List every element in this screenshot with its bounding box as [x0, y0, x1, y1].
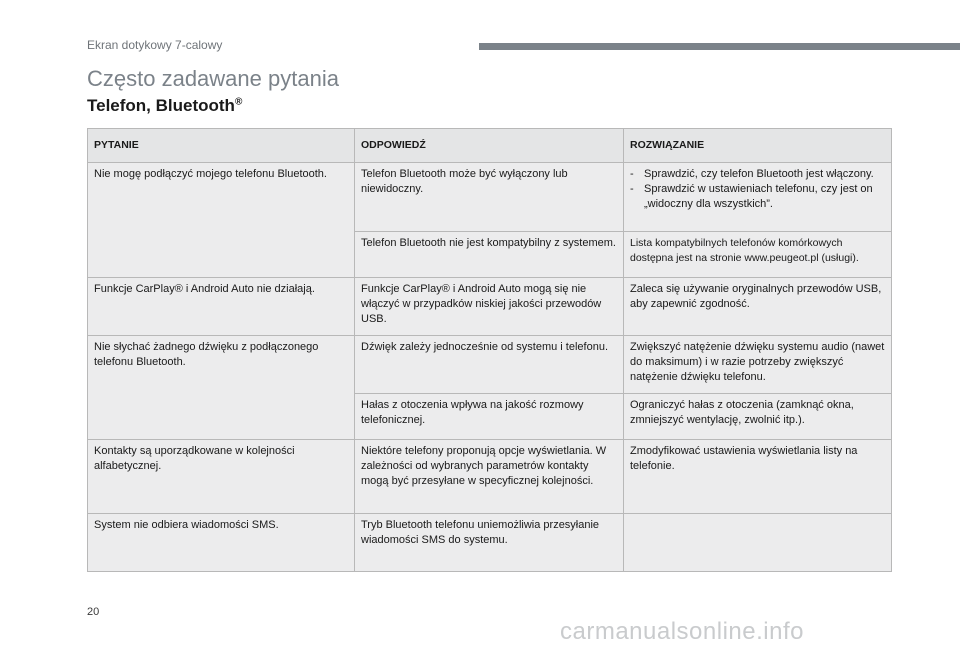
table-row	[88, 440, 892, 514]
question-cell: Nie słychać żadnego dźwięku z podłączonego telefonu Bluetooth.	[88, 336, 355, 440]
column-header-answer: ODPOWIEDŹ	[355, 129, 624, 163]
answer-cell: Funkcje CarPlay® i Android Auto mogą się nie włączyć w przypadków niskiej jakości przewodów USB.	[355, 278, 624, 336]
page-title: Często zadawane pytania	[87, 66, 339, 91]
answer-cell: Niektóre telefony proponują opcje wyświetlania. W zależności od wybranych parametrów kontakty mogą być przesyłane w specyficznej kolejności.	[355, 440, 624, 514]
table-row	[88, 336, 892, 394]
solution-item: - Sprawdzić, czy telefon Bluetooth jest włączony.	[630, 167, 885, 182]
solution-list	[630, 167, 885, 212]
answer-cell: Hałas z otoczenia wpływa na jakość rozmowy telefonicznej.	[355, 394, 624, 440]
question-cell: Funkcje CarPlay® i Android Auto nie działają.	[88, 278, 355, 336]
column-header-question: PYTANIE	[88, 129, 355, 163]
column-header-solution: ROZWIĄZANIE	[624, 129, 892, 163]
table-row	[88, 163, 892, 232]
solution-cell	[624, 163, 892, 232]
header-bar	[479, 43, 960, 50]
watermark: carmanualsonline.info	[560, 618, 804, 645]
solution-cell: Ograniczyć hałas z otoczenia (zamknąć okna, zmniejszyć wentylację, zwolnić itp.).	[624, 394, 892, 440]
solution-item: - Sprawdzić w ustawieniach telefonu, czy jest on „widoczny dla wszystkich”.	[630, 182, 885, 212]
section-title-text: Telefon, Bluetooth	[87, 96, 235, 115]
chapter-label: Ekran dotykowy 7-calowy	[87, 38, 223, 52]
section-title	[87, 96, 242, 116]
registered-mark: ®	[234, 96, 243, 108]
solution-cell: Lista kompatybilnych telefonów komórkowych dostępna jest na stronie www.peugeot.pl (usługi).	[624, 232, 892, 278]
answer-cell: Telefon Bluetooth nie jest kompatybilny z systemem.	[355, 232, 624, 278]
solution-cell: Zwiększyć natężenie dźwięku systemu audio (nawet do maksimum) i w razie potrzeby zwiększyć natężenie dźwięku telefonu.	[624, 336, 892, 394]
page-number: 20	[87, 606, 100, 618]
solution-cell	[624, 514, 892, 572]
question-cell: System nie odbiera wiadomości SMS.	[88, 514, 355, 572]
table-row	[88, 514, 892, 572]
answer-cell: Dźwięk zależy jednocześnie od systemu i telefonu.	[355, 336, 624, 394]
answer-cell: Telefon Bluetooth może być wyłączony lub niewidoczny.	[355, 163, 624, 232]
table-row	[88, 278, 892, 336]
question-cell: Nie mogę podłączyć mojego telefonu Bluetooth.	[88, 163, 355, 278]
table-header-row	[88, 129, 892, 163]
solution-cell: Zaleca się używanie oryginalnych przewodów USB, aby zapewnić zgodność.	[624, 278, 892, 336]
question-cell: Kontakty są uporządkowane w kolejności alfabetycznej.	[88, 440, 355, 514]
solution-cell: Zmodyfikować ustawienia wyświetlania listy na telefonie.	[624, 440, 892, 514]
faq-table	[87, 128, 892, 572]
answer-cell: Tryb Bluetooth telefonu uniemożliwia przesyłanie wiadomości SMS do systemu.	[355, 514, 624, 572]
